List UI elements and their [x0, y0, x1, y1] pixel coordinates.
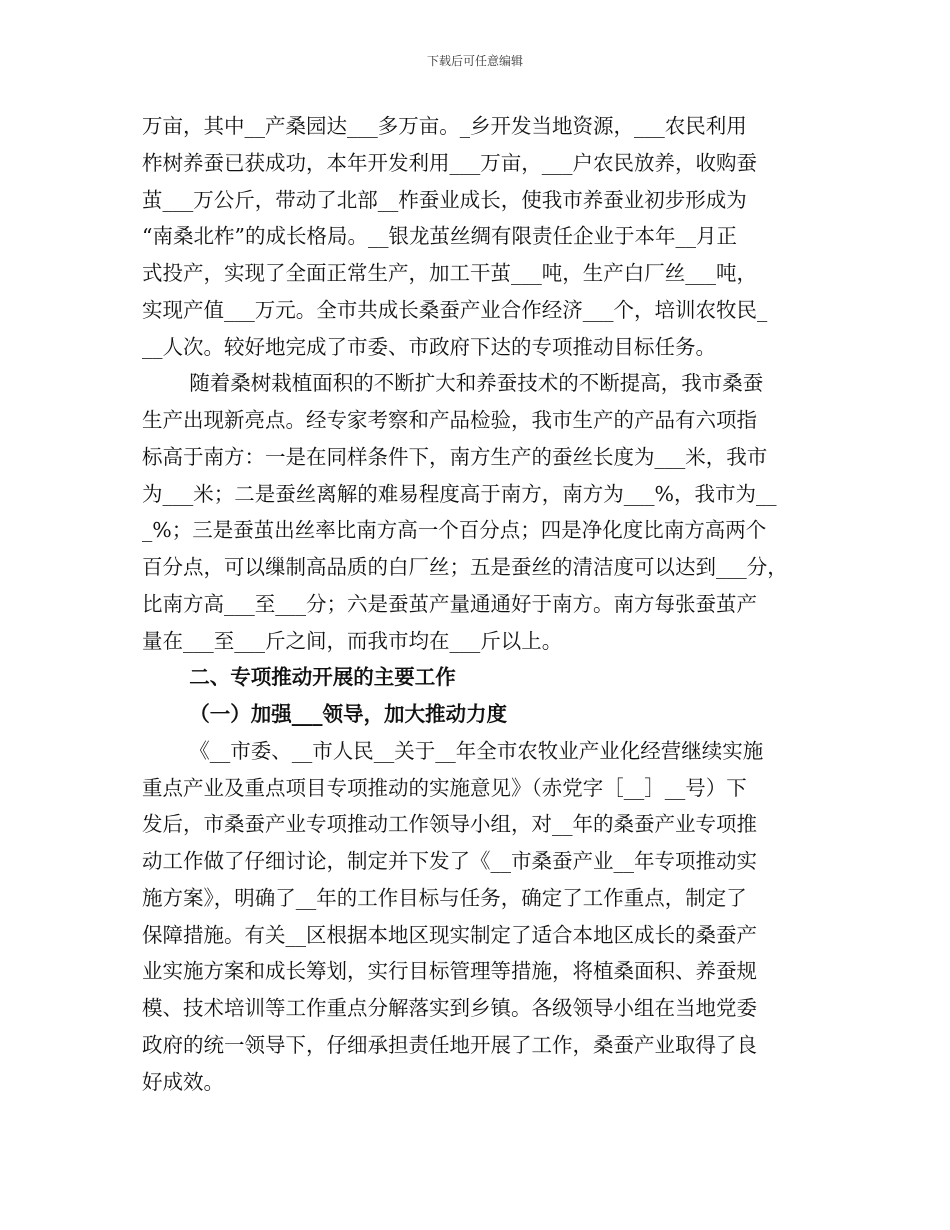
paragraph-line: 为___米；二是蚕丝离解的难易程度高于南方，南方为___%，我市为__ — [142, 481, 777, 506]
section-heading: 二、专项推动开展的主要工作 — [189, 665, 456, 690]
paragraph-line: 茧___万公斤，带动了北部__柞蚕业成长，使我市养蚕业初步形成为 — [142, 187, 747, 212]
paragraph-line: 百分点，可以缫制高品质的白厂丝；五是蚕丝的清洁度可以达到___分， — [142, 555, 788, 579]
paragraph-line: 量在___至___斤之间，而我市均在___斤以上。 — [142, 628, 563, 653]
paragraph-line: 重点产业及重点项目专项推动的实施意见》（赤党字［__］__号）下 — [142, 775, 747, 800]
paragraph-line: 标高于南方：一是在同样条件下，南方生产的蚕丝长度为___米，我市 — [142, 444, 768, 469]
paragraph-line: 业实施方案和成长筹划，实行目标管理等措施，将植桑面积、养蚕规 — [142, 959, 757, 984]
paragraph-line: __人次。较好地完成了市委、市政府下达的专项推动目标任务。 — [142, 334, 716, 359]
paragraph-line: 施方案》，明确了__年的工作目标与任务，确定了工作重点，制定了 — [142, 885, 747, 910]
paragraph-line: 保障措施。有关__区根据本地区现实制定了适合本地区成长的桑蚕产 — [142, 922, 757, 947]
paragraph-line: 实现产值___万元。全市共成长桑蚕产业合作经济___个，培训农牧民_ — [142, 297, 768, 322]
paragraph-line: 动工作做了仔细讨论，制定并下发了《__市桑蚕产业__年专项推动实 — [142, 849, 757, 873]
paragraph-line: 模、技术培训等工作重点分解落实到乡镇。各级领导小组在当地党委 — [142, 996, 757, 1020]
paragraph-line: 生产出现新亮点。经专家考察和产品检验，我市生产的产品有六项指 — [142, 408, 757, 432]
paragraph-line: 柞树养蚕已获成功，本年开发利用___万亩，___户农民放养，收购蚕 — [142, 150, 757, 175]
paragraph-line: 政府的统一领导下，仔细承担责任地开展了工作，桑蚕产业取得了良 — [142, 1032, 757, 1057]
page-header: 下载后可任意编辑 — [426, 54, 523, 68]
paragraph-line: 比南方高___至___分；六是蚕茧产量通通好于南方。南方每张蚕茧产 — [142, 591, 757, 616]
paragraph-line: 随着桑树栽植面积的不断扩大和养蚕技术的不断提高，我市桑蚕 — [189, 371, 764, 396]
document-body — [142, 108, 814, 1100]
paragraph-line: “南桑北柞”的成长格局。__银龙茧丝绸有限责任企业于本年__月正 — [142, 224, 737, 249]
paragraph-line: 好成效。 — [142, 1069, 224, 1094]
section-heading: （一）加强___领导，加大推动力度 — [189, 702, 507, 726]
paragraph-line: 万亩，其中__产桑园达___多万亩。_乡开发当地资源，___农民利用 — [142, 114, 747, 138]
paragraph-line: 式投产，实现了全面正常生产，加工干茧___吨，生产白厂丝___吨， — [142, 261, 757, 285]
paragraph-line: _%；三是蚕茧出丝率比南方高一个百分点；四是净化度比南方高两个 — [142, 518, 767, 543]
paragraph-line: 《__市委、__市人民__关于__年全市农牧业产业化经营继续实施 — [189, 738, 764, 763]
paragraph-line: 发后，市桑蚕产业专项推动工作领导小组，对__年的桑蚕产业专项推 — [142, 812, 757, 837]
